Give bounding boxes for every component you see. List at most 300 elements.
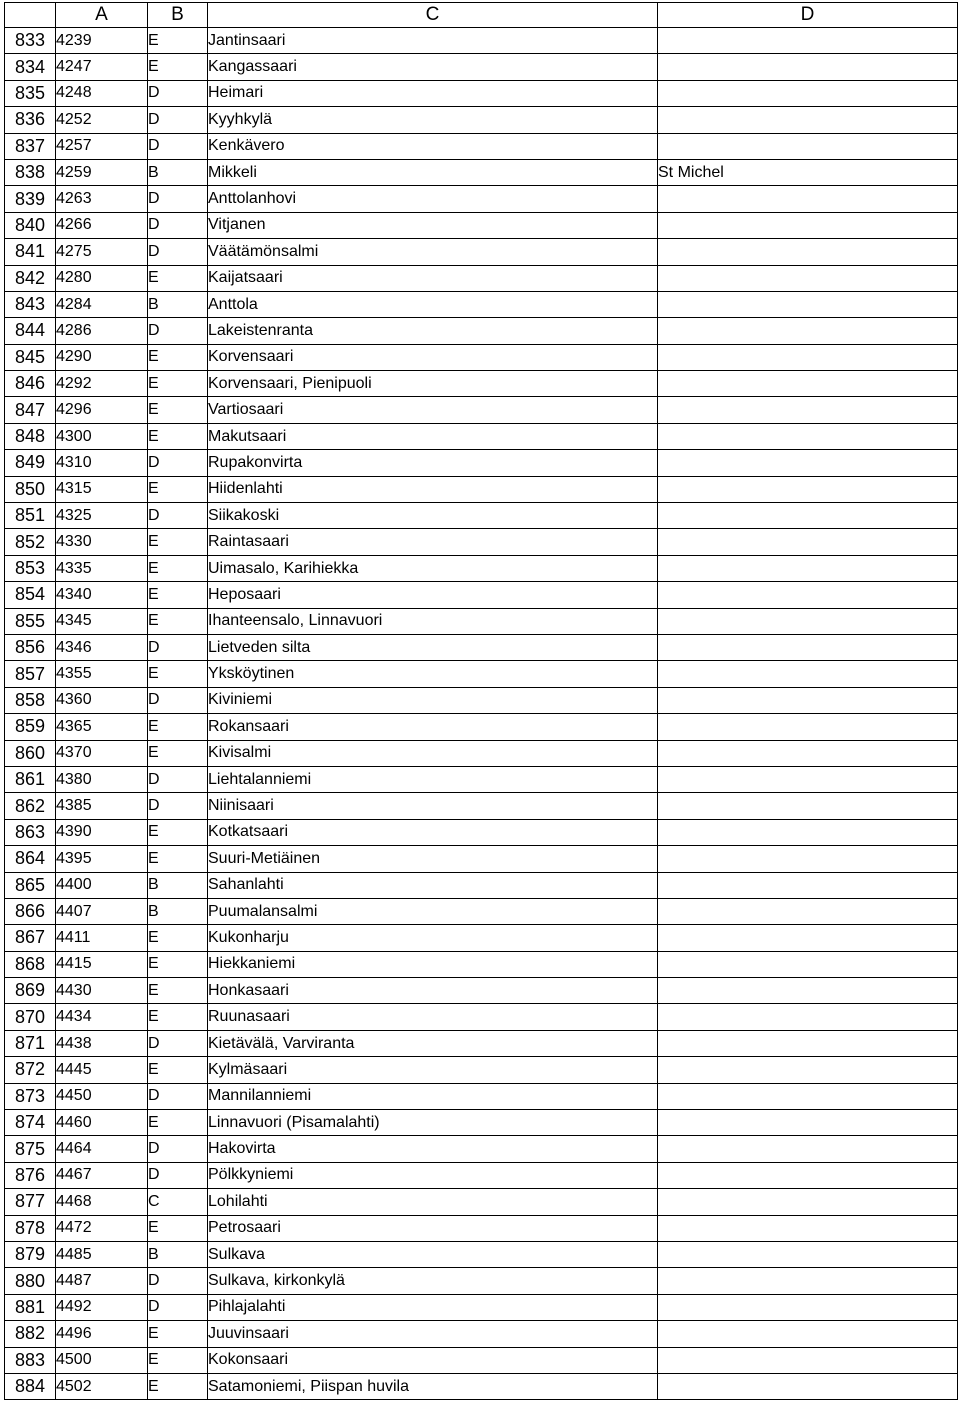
- cell-c[interactable]: Linnavuori (Pisamalahti): [208, 1110, 658, 1136]
- cell-b[interactable]: C: [148, 1189, 208, 1215]
- table-row: [5, 846, 958, 872]
- table-row: [5, 1083, 958, 1109]
- cell-d[interactable]: [658, 1373, 958, 1399]
- cell-a[interactable]: 4472: [56, 1215, 148, 1241]
- cell-b[interactable]: D: [148, 212, 208, 238]
- column-header-d[interactable]: D: [658, 3, 958, 28]
- table-row: [5, 1215, 958, 1241]
- cell-b[interactable]: D: [148, 239, 208, 265]
- cell-b[interactable]: D: [148, 1030, 208, 1056]
- cell-a[interactable]: 4252: [56, 107, 148, 133]
- table-row: [5, 872, 958, 898]
- cell-c[interactable]: Siikakoski: [208, 503, 658, 529]
- cell-b[interactable]: B: [148, 898, 208, 924]
- row-number[interactable]: 860: [5, 740, 56, 766]
- cell-a[interactable]: 4390: [56, 819, 148, 845]
- cell-d[interactable]: [658, 291, 958, 317]
- row-number[interactable]: 882: [5, 1321, 56, 1347]
- cell-d[interactable]: [658, 1162, 958, 1188]
- cell-b[interactable]: E: [148, 1004, 208, 1030]
- cell-b[interactable]: E: [148, 28, 208, 54]
- row-number[interactable]: 848: [5, 423, 56, 449]
- cell-c[interactable]: Lohilahti: [208, 1189, 658, 1215]
- row-number[interactable]: 854: [5, 582, 56, 608]
- row-number[interactable]: 879: [5, 1241, 56, 1267]
- cell-a[interactable]: 4467: [56, 1162, 148, 1188]
- cell-c[interactable]: Pihlajalahti: [208, 1294, 658, 1320]
- cell-c[interactable]: Vartiosaari: [208, 397, 658, 423]
- row-number[interactable]: 859: [5, 714, 56, 740]
- cell-a[interactable]: 4315: [56, 476, 148, 502]
- table-row: [5, 265, 958, 291]
- cell-c[interactable]: Mikkeli: [208, 159, 658, 185]
- cell-b[interactable]: D: [148, 318, 208, 344]
- cell-b[interactable]: E: [148, 1215, 208, 1241]
- cell-b[interactable]: B: [148, 1241, 208, 1267]
- cell-c[interactable]: Väätämönsalmi: [208, 239, 658, 265]
- cell-d[interactable]: [658, 28, 958, 54]
- cell-d[interactable]: [658, 503, 958, 529]
- row-number[interactable]: 843: [5, 291, 56, 317]
- cell-b[interactable]: E: [148, 344, 208, 370]
- cell-a[interactable]: 4257: [56, 133, 148, 159]
- row-number[interactable]: 836: [5, 107, 56, 133]
- row-number[interactable]: 865: [5, 872, 56, 898]
- cell-d[interactable]: [658, 239, 958, 265]
- row-number[interactable]: 881: [5, 1294, 56, 1320]
- cell-a[interactable]: 4310: [56, 450, 148, 476]
- cell-d[interactable]: [658, 397, 958, 423]
- cell-b[interactable]: E: [148, 1373, 208, 1399]
- cell-d[interactable]: [658, 344, 958, 370]
- row-number[interactable]: 857: [5, 661, 56, 687]
- cell-d[interactable]: [658, 793, 958, 819]
- cell-a[interactable]: 4290: [56, 344, 148, 370]
- table-row: [5, 1294, 958, 1320]
- row-number[interactable]: 883: [5, 1347, 56, 1373]
- cell-d[interactable]: [658, 582, 958, 608]
- column-header-a[interactable]: A: [56, 3, 148, 28]
- cell-a[interactable]: 4247: [56, 54, 148, 80]
- cell-c[interactable]: Kokonsaari: [208, 1347, 658, 1373]
- cell-b[interactable]: D: [148, 107, 208, 133]
- cell-a[interactable]: 4286: [56, 318, 148, 344]
- cell-d[interactable]: [658, 898, 958, 924]
- cell-b[interactable]: D: [148, 450, 208, 476]
- cell-d[interactable]: [658, 766, 958, 792]
- cell-b[interactable]: E: [148, 54, 208, 80]
- cell-c[interactable]: Kaijatsaari: [208, 265, 658, 291]
- cell-c[interactable]: Korvensaari: [208, 344, 658, 370]
- cell-b[interactable]: E: [148, 819, 208, 845]
- row-number[interactable]: 869: [5, 978, 56, 1004]
- cell-d[interactable]: [658, 1136, 958, 1162]
- cell-d[interactable]: [658, 186, 958, 212]
- cell-a[interactable]: 4355: [56, 661, 148, 687]
- cell-d[interactable]: [658, 212, 958, 238]
- table-row: [5, 28, 958, 54]
- cell-d[interactable]: [658, 1347, 958, 1373]
- row-number[interactable]: 852: [5, 529, 56, 555]
- cell-b[interactable]: E: [148, 714, 208, 740]
- table-row: [5, 555, 958, 581]
- cell-c[interactable]: Kietävälä, Varviranta: [208, 1030, 658, 1056]
- column-header-b[interactable]: B: [148, 3, 208, 28]
- row-number[interactable]: 858: [5, 687, 56, 713]
- row-number[interactable]: 855: [5, 608, 56, 634]
- cell-b[interactable]: D: [148, 1083, 208, 1109]
- cell-b[interactable]: E: [148, 555, 208, 581]
- row-number[interactable]: 847: [5, 397, 56, 423]
- row-number[interactable]: 875: [5, 1136, 56, 1162]
- table-row: [5, 1057, 958, 1083]
- row-number[interactable]: 835: [5, 80, 56, 106]
- table-row: [5, 793, 958, 819]
- cell-a[interactable]: 4239: [56, 28, 148, 54]
- row-number[interactable]: 838: [5, 159, 56, 185]
- row-number[interactable]: 870: [5, 1004, 56, 1030]
- cell-d[interactable]: St Michel: [658, 159, 958, 185]
- cell-c[interactable]: Hakovirta: [208, 1136, 658, 1162]
- row-number[interactable]: 873: [5, 1083, 56, 1109]
- row-number[interactable]: 844: [5, 318, 56, 344]
- cell-d[interactable]: [658, 450, 958, 476]
- cell-d[interactable]: [658, 423, 958, 449]
- cell-c[interactable]: Sulkava: [208, 1241, 658, 1267]
- row-number[interactable]: 861: [5, 766, 56, 792]
- cell-a[interactable]: 4263: [56, 186, 148, 212]
- cell-c[interactable]: Uimasalo, Karihiekka: [208, 555, 658, 581]
- cell-b[interactable]: D: [148, 186, 208, 212]
- sheet-body: [5, 28, 958, 1400]
- cell-a[interactable]: 4330: [56, 529, 148, 555]
- cell-d[interactable]: [658, 555, 958, 581]
- cell-d[interactable]: [658, 529, 958, 555]
- cell-c[interactable]: Korvensaari, Pienipuoli: [208, 371, 658, 397]
- cell-c[interactable]: Yksköytinen: [208, 661, 658, 687]
- table-row: [5, 634, 958, 660]
- cell-a[interactable]: 4496: [56, 1321, 148, 1347]
- cell-d[interactable]: [658, 476, 958, 502]
- cell-a[interactable]: 4335: [56, 555, 148, 581]
- cell-c[interactable]: Sahanlahti: [208, 872, 658, 898]
- row-number[interactable]: 853: [5, 555, 56, 581]
- cell-b[interactable]: D: [148, 1136, 208, 1162]
- row-number[interactable]: 837: [5, 133, 56, 159]
- table-row: [5, 1004, 958, 1030]
- cell-a[interactable]: 4415: [56, 951, 148, 977]
- cell-b[interactable]: E: [148, 951, 208, 977]
- cell-c[interactable]: Kylmäsaari: [208, 1057, 658, 1083]
- cell-a[interactable]: 4275: [56, 239, 148, 265]
- row-number[interactable]: 878: [5, 1215, 56, 1241]
- row-number[interactable]: 871: [5, 1030, 56, 1056]
- cell-d[interactable]: [658, 978, 958, 1004]
- cell-c[interactable]: Lakeistenranta: [208, 318, 658, 344]
- table-row: [5, 1321, 958, 1347]
- row-number[interactable]: 864: [5, 846, 56, 872]
- cell-c[interactable]: Liehtalanniemi: [208, 766, 658, 792]
- table-row: [5, 766, 958, 792]
- cell-c[interactable]: Puumalansalmi: [208, 898, 658, 924]
- row-number[interactable]: 866: [5, 898, 56, 924]
- cell-c[interactable]: Anttolanhovi: [208, 186, 658, 212]
- cell-a[interactable]: 4438: [56, 1030, 148, 1056]
- cell-b[interactable]: D: [148, 793, 208, 819]
- row-number[interactable]: 872: [5, 1057, 56, 1083]
- cell-d[interactable]: [658, 1189, 958, 1215]
- cell-a[interactable]: 4259: [56, 159, 148, 185]
- cell-a[interactable]: 4492: [56, 1294, 148, 1320]
- cell-b[interactable]: E: [148, 265, 208, 291]
- cell-d[interactable]: [658, 951, 958, 977]
- cell-c[interactable]: Hiekkaniemi: [208, 951, 658, 977]
- column-header-c[interactable]: C: [208, 3, 658, 28]
- cell-a[interactable]: 4370: [56, 740, 148, 766]
- row-number[interactable]: 880: [5, 1268, 56, 1294]
- cell-b[interactable]: E: [148, 476, 208, 502]
- cell-c[interactable]: Heposaari: [208, 582, 658, 608]
- select-all-corner[interactable]: [5, 3, 56, 28]
- row-number[interactable]: 856: [5, 634, 56, 660]
- cell-b[interactable]: E: [148, 529, 208, 555]
- cell-a[interactable]: 4346: [56, 634, 148, 660]
- table-row: [5, 1189, 958, 1215]
- cell-d[interactable]: [658, 1083, 958, 1109]
- row-number[interactable]: 849: [5, 450, 56, 476]
- cell-a[interactable]: 4284: [56, 291, 148, 317]
- row-number[interactable]: 846: [5, 371, 56, 397]
- cell-d[interactable]: [658, 265, 958, 291]
- cell-b[interactable]: E: [148, 1057, 208, 1083]
- cell-a[interactable]: 4296: [56, 397, 148, 423]
- cell-a[interactable]: 4460: [56, 1110, 148, 1136]
- cell-b[interactable]: D: [148, 766, 208, 792]
- cell-b[interactable]: E: [148, 1321, 208, 1347]
- cell-a[interactable]: 4445: [56, 1057, 148, 1083]
- table-row: [5, 344, 958, 370]
- cell-d[interactable]: [658, 819, 958, 845]
- cell-d[interactable]: [658, 54, 958, 80]
- cell-b[interactable]: D: [148, 80, 208, 106]
- cell-d[interactable]: [658, 925, 958, 951]
- cell-d[interactable]: [658, 608, 958, 634]
- row-number[interactable]: 850: [5, 476, 56, 502]
- table-row: [5, 1347, 958, 1373]
- cell-d[interactable]: [658, 1057, 958, 1083]
- table-row: [5, 687, 958, 713]
- column-header-row: [5, 3, 958, 28]
- cell-a[interactable]: 4248: [56, 80, 148, 106]
- table-row: [5, 1030, 958, 1056]
- cell-a[interactable]: 4487: [56, 1268, 148, 1294]
- cell-c[interactable]: Anttola: [208, 291, 658, 317]
- cell-d[interactable]: [658, 740, 958, 766]
- table-row: [5, 978, 958, 1004]
- table-row: [5, 819, 958, 845]
- cell-b[interactable]: E: [148, 978, 208, 1004]
- table-row: [5, 159, 958, 185]
- cell-b[interactable]: E: [148, 661, 208, 687]
- cell-d[interactable]: [658, 1294, 958, 1320]
- cell-d[interactable]: [658, 1268, 958, 1294]
- cell-b[interactable]: B: [148, 159, 208, 185]
- cell-b[interactable]: E: [148, 1347, 208, 1373]
- cell-c[interactable]: Satamoniemi, Piispan huvila: [208, 1373, 658, 1399]
- cell-a[interactable]: 4502: [56, 1373, 148, 1399]
- cell-a[interactable]: 4500: [56, 1347, 148, 1373]
- cell-b[interactable]: D: [148, 634, 208, 660]
- cell-b[interactable]: E: [148, 423, 208, 449]
- table-row: [5, 1241, 958, 1267]
- cell-b[interactable]: E: [148, 371, 208, 397]
- cell-c[interactable]: Honkasaari: [208, 978, 658, 1004]
- cell-a[interactable]: 4360: [56, 687, 148, 713]
- table-row: [5, 80, 958, 106]
- cell-b[interactable]: E: [148, 740, 208, 766]
- cell-d[interactable]: [658, 846, 958, 872]
- cell-a[interactable]: 4325: [56, 503, 148, 529]
- cell-c[interactable]: Kiviniemi: [208, 687, 658, 713]
- cell-d[interactable]: [658, 1241, 958, 1267]
- cell-b[interactable]: E: [148, 925, 208, 951]
- cell-d[interactable]: [658, 714, 958, 740]
- row-number[interactable]: 840: [5, 212, 56, 238]
- row-number[interactable]: 841: [5, 239, 56, 265]
- cell-c[interactable]: Niinisaari: [208, 793, 658, 819]
- spreadsheet-grid: [4, 2, 958, 1400]
- cell-b[interactable]: E: [148, 846, 208, 872]
- cell-a[interactable]: 4434: [56, 1004, 148, 1030]
- cell-c[interactable]: Kukonharju: [208, 925, 658, 951]
- row-number[interactable]: 867: [5, 925, 56, 951]
- row-number[interactable]: 839: [5, 186, 56, 212]
- cell-b[interactable]: E: [148, 397, 208, 423]
- row-number[interactable]: 876: [5, 1162, 56, 1188]
- cell-c[interactable]: Petrosaari: [208, 1215, 658, 1241]
- cell-a[interactable]: 4468: [56, 1189, 148, 1215]
- cell-b[interactable]: D: [148, 1268, 208, 1294]
- cell-d[interactable]: [658, 634, 958, 660]
- table-row: [5, 133, 958, 159]
- row-number[interactable]: 862: [5, 793, 56, 819]
- cell-c[interactable]: Kotkatsaari: [208, 819, 658, 845]
- cell-d[interactable]: [658, 107, 958, 133]
- cell-d[interactable]: [658, 80, 958, 106]
- cell-a[interactable]: 4485: [56, 1241, 148, 1267]
- cell-b[interactable]: B: [148, 872, 208, 898]
- cell-a[interactable]: 4464: [56, 1136, 148, 1162]
- cell-c[interactable]: Rupakonvirta: [208, 450, 658, 476]
- cell-d[interactable]: [658, 133, 958, 159]
- cell-d[interactable]: [658, 872, 958, 898]
- cell-a[interactable]: 4380: [56, 766, 148, 792]
- cell-d[interactable]: [658, 371, 958, 397]
- row-number[interactable]: 868: [5, 951, 56, 977]
- cell-a[interactable]: 4266: [56, 212, 148, 238]
- cell-a[interactable]: 4340: [56, 582, 148, 608]
- cell-b[interactable]: E: [148, 582, 208, 608]
- cell-c[interactable]: Kivisalmi: [208, 740, 658, 766]
- table-row: [5, 291, 958, 317]
- cell-b[interactable]: D: [148, 1294, 208, 1320]
- cell-a[interactable]: 4345: [56, 608, 148, 634]
- cell-d[interactable]: [658, 318, 958, 344]
- cell-a[interactable]: 4292: [56, 371, 148, 397]
- cell-c[interactable]: Juuvinsaari: [208, 1321, 658, 1347]
- row-number[interactable]: 845: [5, 344, 56, 370]
- cell-c[interactable]: Hiidenlahti: [208, 476, 658, 502]
- cell-a[interactable]: 4430: [56, 978, 148, 1004]
- table-row: [5, 450, 958, 476]
- row-number[interactable]: 834: [5, 54, 56, 80]
- cell-d[interactable]: [658, 687, 958, 713]
- row-number[interactable]: 874: [5, 1110, 56, 1136]
- cell-a[interactable]: 4411: [56, 925, 148, 951]
- cell-b[interactable]: D: [148, 503, 208, 529]
- cell-c[interactable]: Kyyhkylä: [208, 107, 658, 133]
- row-number[interactable]: 842: [5, 265, 56, 291]
- row-number[interactable]: 833: [5, 28, 56, 54]
- cell-a[interactable]: 4280: [56, 265, 148, 291]
- cell-d[interactable]: [658, 1321, 958, 1347]
- cell-c[interactable]: Rokansaari: [208, 714, 658, 740]
- table-row: [5, 107, 958, 133]
- table-row: [5, 318, 958, 344]
- cell-c[interactable]: Ruunasaari: [208, 1004, 658, 1030]
- table-row: [5, 608, 958, 634]
- cell-a[interactable]: 4365: [56, 714, 148, 740]
- row-number[interactable]: 884: [5, 1373, 56, 1399]
- cell-c[interactable]: Kenkävero: [208, 133, 658, 159]
- cell-c[interactable]: Lietveden silta: [208, 634, 658, 660]
- cell-c[interactable]: Raintasaari: [208, 529, 658, 555]
- cell-d[interactable]: [658, 1215, 958, 1241]
- cell-b[interactable]: E: [148, 1110, 208, 1136]
- cell-a[interactable]: 4300: [56, 423, 148, 449]
- cell-c[interactable]: Mannilanniemi: [208, 1083, 658, 1109]
- cell-a[interactable]: 4450: [56, 1083, 148, 1109]
- cell-c[interactable]: Heimari: [208, 80, 658, 106]
- cell-c[interactable]: Ihanteensalo, Linnavuori: [208, 608, 658, 634]
- cell-a[interactable]: 4385: [56, 793, 148, 819]
- table-row: [5, 397, 958, 423]
- cell-a[interactable]: 4407: [56, 898, 148, 924]
- cell-a[interactable]: 4400: [56, 872, 148, 898]
- cell-b[interactable]: B: [148, 291, 208, 317]
- table-row: [5, 661, 958, 687]
- cell-c[interactable]: Pölkkyniemi: [208, 1162, 658, 1188]
- cell-c[interactable]: Vitjanen: [208, 212, 658, 238]
- cell-d[interactable]: [658, 1110, 958, 1136]
- row-number[interactable]: 877: [5, 1189, 56, 1215]
- cell-c[interactable]: Sulkava, kirkonkylä: [208, 1268, 658, 1294]
- cell-c[interactable]: Suuri-Metiäinen: [208, 846, 658, 872]
- cell-b[interactable]: E: [148, 608, 208, 634]
- cell-c[interactable]: Makutsaari: [208, 423, 658, 449]
- row-number[interactable]: 851: [5, 503, 56, 529]
- cell-d[interactable]: [658, 661, 958, 687]
- cell-b[interactable]: D: [148, 687, 208, 713]
- cell-a[interactable]: 4395: [56, 846, 148, 872]
- cell-d[interactable]: [658, 1030, 958, 1056]
- row-number[interactable]: 863: [5, 819, 56, 845]
- cell-c[interactable]: Kangassaari: [208, 54, 658, 80]
- cell-d[interactable]: [658, 1004, 958, 1030]
- cell-b[interactable]: D: [148, 133, 208, 159]
- cell-b[interactable]: D: [148, 1162, 208, 1188]
- cell-c[interactable]: Jantinsaari: [208, 28, 658, 54]
